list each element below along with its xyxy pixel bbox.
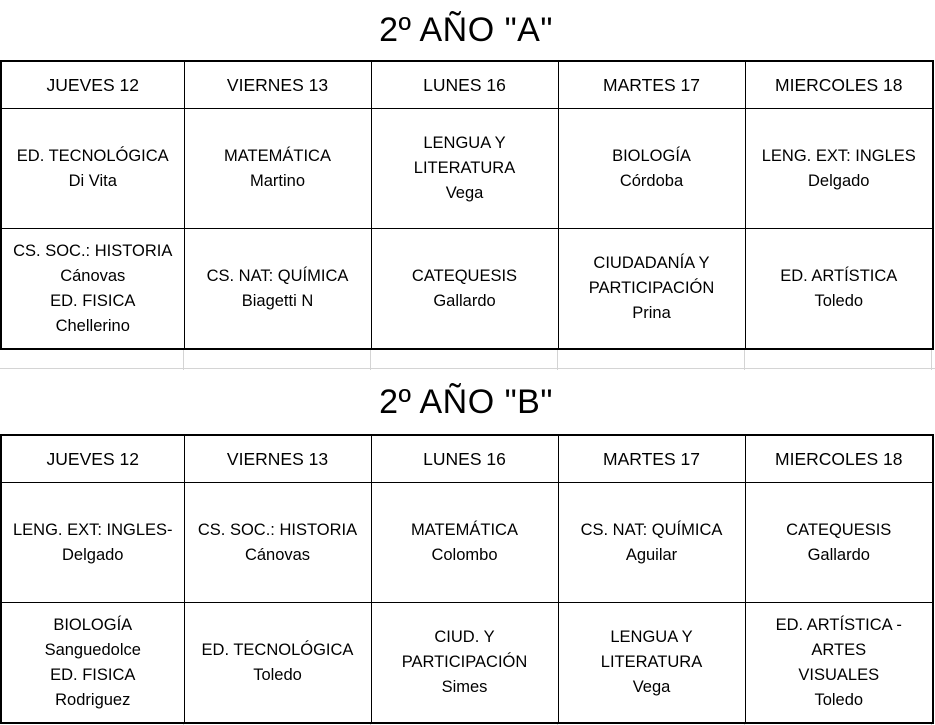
day-header-row bbox=[1, 435, 933, 483]
subject-text: ED. TECNOLÓGICA bbox=[16, 146, 169, 165]
block-title-2b: 2º AÑO "B" bbox=[0, 370, 932, 434]
teacher-text: Cánovas bbox=[244, 545, 311, 564]
teacher-text: Toledo bbox=[253, 665, 302, 684]
subject-text: PARTICIPACIÓN bbox=[588, 279, 715, 297]
schedule-cell bbox=[558, 109, 745, 229]
subject-text: BIOLOGÍA bbox=[53, 615, 133, 634]
schedule-cell bbox=[1, 603, 184, 724]
teacher-text: Chellerino bbox=[55, 316, 130, 335]
day-header: MIERCOLES 18 bbox=[745, 435, 933, 483]
day-header: JUEVES 12 bbox=[1, 435, 184, 483]
schedule-cell bbox=[371, 483, 558, 603]
day-header: VIERNES 13 bbox=[184, 61, 371, 109]
teacher-text: Colombo bbox=[431, 545, 498, 564]
teacher-text: Sanguedolce bbox=[44, 640, 141, 659]
day-header-row bbox=[1, 61, 933, 109]
schedule-cell bbox=[371, 109, 558, 229]
schedule-cell bbox=[371, 229, 558, 350]
schedule-table-2b bbox=[0, 434, 934, 724]
schedule-cell bbox=[1, 109, 184, 229]
subject-text: CS. SOC.: HISTORIA bbox=[13, 241, 173, 260]
schedule-cell bbox=[371, 603, 558, 724]
teacher-text: Cánovas bbox=[60, 266, 126, 285]
schedule-table-2a bbox=[0, 60, 934, 350]
day-header: LUNES 16 bbox=[371, 435, 558, 483]
block-title-2a: 2º AÑO "A" bbox=[0, 0, 932, 60]
schedule-row bbox=[1, 229, 933, 350]
schedule-row bbox=[1, 603, 933, 724]
teacher-text: Vega bbox=[632, 678, 671, 696]
day-header: MARTES 17 bbox=[558, 61, 745, 109]
teacher-text: Vega bbox=[445, 184, 484, 202]
schedule-cell bbox=[745, 109, 933, 229]
subject-text: CIUD. Y bbox=[434, 628, 495, 646]
teacher-text: Aguilar bbox=[625, 545, 678, 564]
subject-text: ED. FISICA bbox=[50, 291, 136, 310]
teacher-text: Delgado bbox=[62, 545, 124, 564]
day-header: MIERCOLES 18 bbox=[745, 61, 933, 109]
subject-text: LENGUA Y LITERATURA bbox=[600, 628, 703, 671]
teacher-text: Córdoba bbox=[619, 171, 684, 190]
subject-text: LENGUA Y LITERATURA bbox=[413, 134, 516, 177]
schedule-cell bbox=[558, 229, 745, 350]
schedule-cell bbox=[558, 483, 745, 603]
subject-text: CIUDADANÍA Y bbox=[593, 254, 710, 272]
subject-text: PARTICIPACIÓN bbox=[401, 653, 528, 671]
teacher-text: Biagetti N bbox=[241, 291, 314, 310]
day-header: JUEVES 12 bbox=[1, 61, 184, 109]
subject-text: ED. TECNOLÓGICA bbox=[201, 640, 354, 659]
teacher-text: Rodriguez bbox=[55, 690, 131, 709]
schedule-row bbox=[1, 109, 933, 229]
teacher-text: Simes bbox=[441, 678, 488, 696]
day-header: LUNES 16 bbox=[371, 61, 558, 109]
teacher-text: Gallardo bbox=[807, 545, 870, 564]
teacher-text: Martino bbox=[249, 171, 306, 190]
subject-text: BIOLOGÍA bbox=[612, 146, 691, 165]
teacher-text: Prina bbox=[632, 304, 671, 322]
subject-text: CS. SOC.: HISTORIA bbox=[197, 520, 358, 539]
subject-text: CS. NAT: QUÍMICA bbox=[206, 266, 349, 285]
subject-text: ED. ARTÍSTICA bbox=[780, 266, 898, 285]
subject-text: CATEQUESIS bbox=[786, 520, 892, 539]
schedule-cell bbox=[184, 603, 371, 724]
schedule-cell bbox=[184, 109, 371, 229]
subject-text: MATEMÁTICA bbox=[224, 146, 331, 165]
schedule-cell bbox=[745, 229, 933, 350]
schedule-cell bbox=[184, 229, 371, 350]
gridline bbox=[0, 368, 935, 369]
teacher-text: Toledo bbox=[814, 291, 864, 310]
schedule-cell bbox=[1, 229, 184, 350]
teacher-text: Toledo bbox=[814, 690, 864, 709]
teacher-text: Gallardo bbox=[433, 291, 496, 310]
subject-text: ED. FISICA bbox=[50, 665, 136, 684]
subject-text: ED. ARTÍSTICA - ARTES bbox=[775, 615, 902, 659]
subject-text: LENG. EXT: INGLES bbox=[761, 146, 916, 165]
schedule-cell bbox=[558, 603, 745, 724]
schedule-cell bbox=[745, 483, 933, 603]
teacher-text: Delgado bbox=[808, 171, 870, 190]
subject-text: LENG. EXT: INGLES- bbox=[12, 520, 173, 539]
subject-text: CS. NAT: QUÍMICA bbox=[580, 520, 723, 539]
subject-text: MATEMÁTICA bbox=[411, 520, 518, 539]
teacher-text: Di Vita bbox=[68, 171, 117, 190]
schedule-row bbox=[1, 483, 933, 603]
schedule-cell bbox=[745, 603, 933, 724]
day-header: VIERNES 13 bbox=[184, 435, 371, 483]
subject-text: VISUALES bbox=[798, 665, 880, 684]
schedule-cell bbox=[1, 483, 184, 603]
day-header: MARTES 17 bbox=[558, 435, 745, 483]
schedule-cell bbox=[184, 483, 371, 603]
subject-text: CATEQUESIS bbox=[411, 266, 518, 285]
